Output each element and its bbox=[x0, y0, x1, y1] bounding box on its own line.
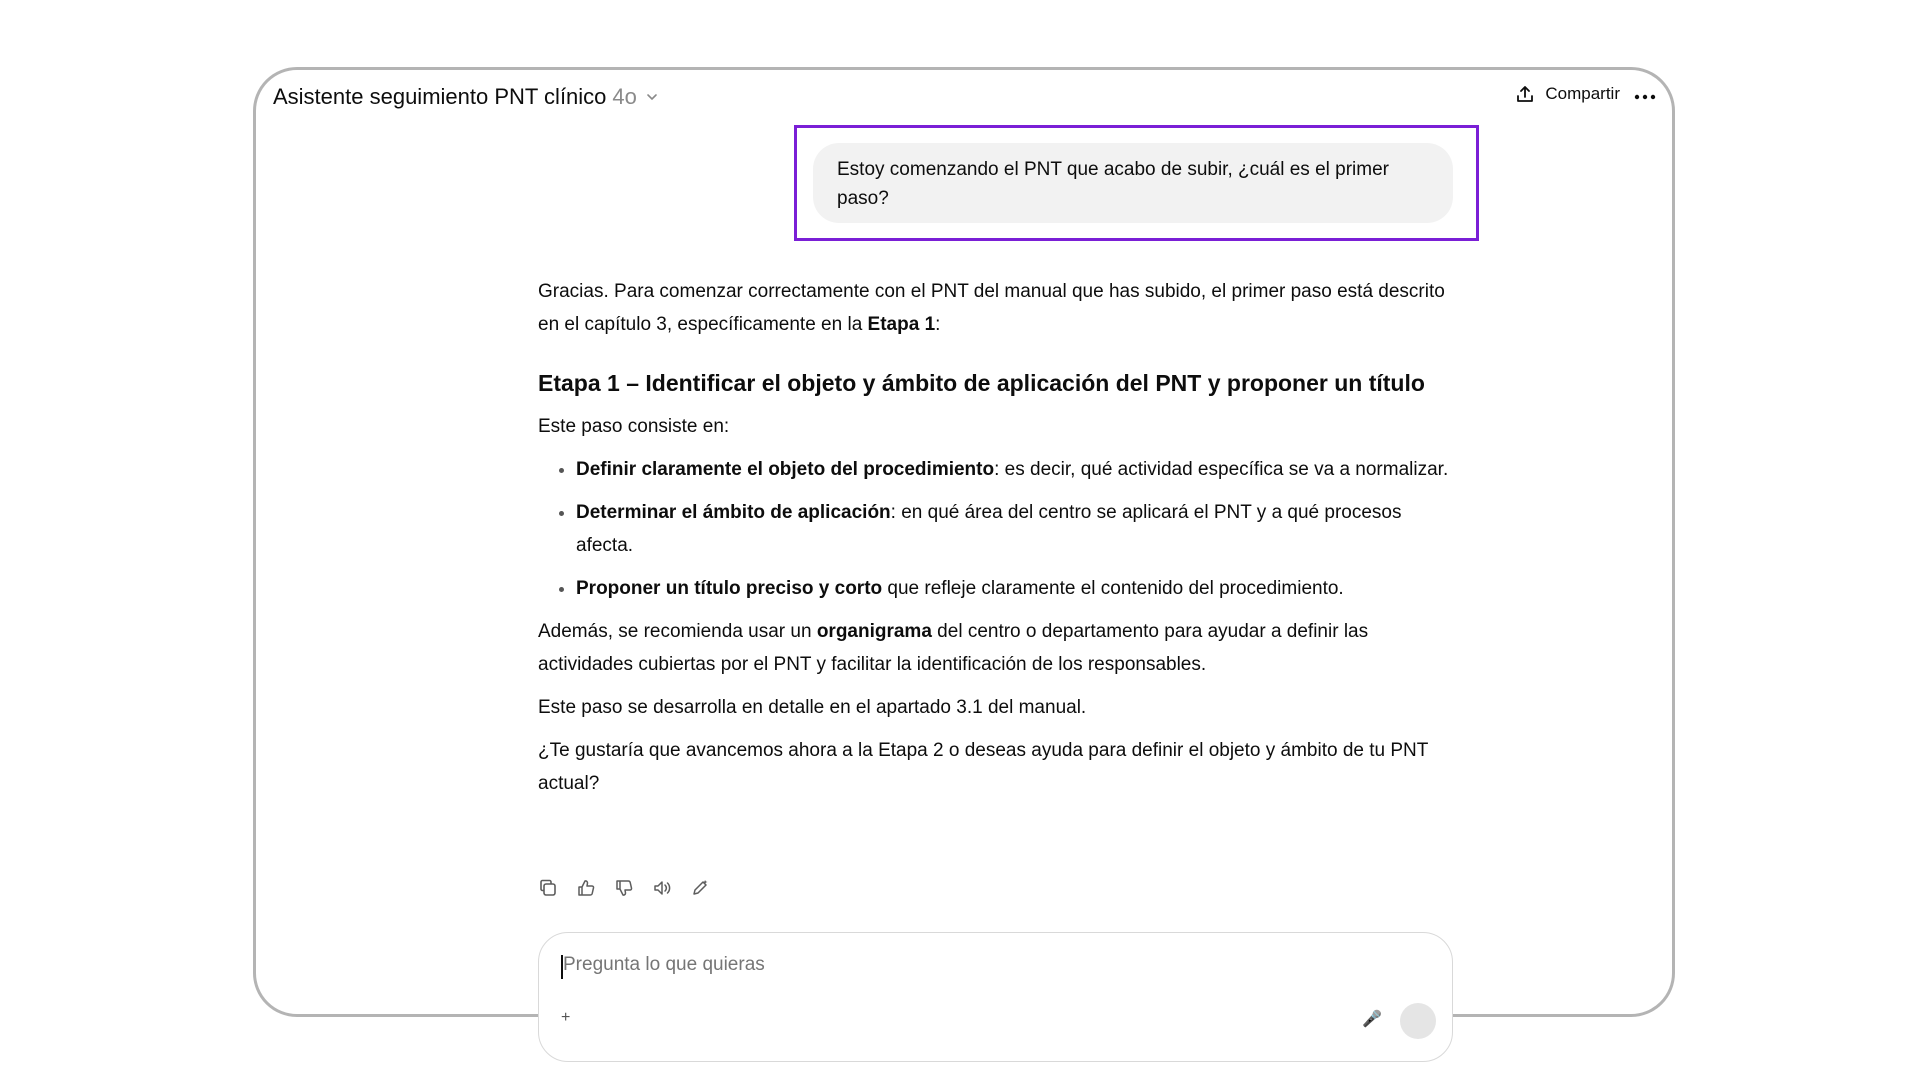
chat-title: Asistente seguimiento PNT clínico bbox=[273, 84, 607, 109]
answer-lead: Este paso consiste en: bbox=[538, 416, 730, 437]
intro-end: : bbox=[935, 314, 941, 335]
more-icon bbox=[1634, 94, 1656, 100]
para1-pre: Además, se recomienda usar un bbox=[538, 621, 817, 642]
chevron-down-icon bbox=[645, 90, 659, 104]
intro-bold: Etapa 1 bbox=[867, 314, 936, 335]
text-caret bbox=[561, 955, 563, 979]
answer-para-1 bbox=[538, 615, 1453, 681]
share-icon bbox=[1515, 84, 1535, 104]
header bbox=[256, 70, 1672, 130]
send-button[interactable] bbox=[1400, 1003, 1436, 1039]
list-item bbox=[576, 453, 1453, 486]
composer bbox=[538, 932, 1453, 1062]
plus-icon[interactable]: + bbox=[561, 1009, 571, 1026]
user-message: Estoy comenzando el PNT que acabo de subir, ¿cuál es el primer paso? bbox=[813, 143, 1453, 223]
app-window bbox=[253, 67, 1675, 1028]
list-item bbox=[576, 496, 1453, 562]
model-selector[interactable] bbox=[273, 84, 659, 110]
bullet-bold: Determinar el ámbito de aplicación bbox=[576, 502, 891, 523]
edit-icon[interactable] bbox=[690, 878, 710, 898]
intro-text: Gracias. Para comenzar correctamente con el PNT del manual que has subido, el primer paso está descrito en el capítulo 3, específicamente en la bbox=[538, 281, 1445, 335]
thumbs-down-icon[interactable] bbox=[614, 878, 634, 898]
share-label: Compartir bbox=[1545, 84, 1620, 103]
bullet-text: que refleje claramente el contenido del procedimiento. bbox=[882, 578, 1344, 599]
para1-post: del centro o departamento para ayudar a definir las actividades cubiertas por el PNT y facilitar la identificación de los responsables. bbox=[538, 621, 1369, 675]
thumbs-up-icon[interactable] bbox=[576, 878, 596, 898]
more-options-button[interactable] bbox=[1632, 84, 1658, 110]
read-aloud-icon[interactable] bbox=[652, 878, 672, 898]
answer-para-2: Este paso se desarrolla en detalle en el apartado 3.1 del manual. bbox=[538, 697, 1087, 718]
bullet-text: : en qué área del centro se aplicará el PNT y a qué procesos afecta. bbox=[576, 502, 1402, 556]
para1-bold: organigrama bbox=[816, 621, 932, 642]
message-input[interactable] bbox=[561, 953, 1415, 977]
share-button[interactable] bbox=[1515, 84, 1620, 104]
assistant-message bbox=[538, 275, 1453, 810]
answer-intro bbox=[538, 275, 1453, 341]
bullet-bold: Definir claramente el objeto del procedimiento bbox=[576, 459, 995, 480]
copy-icon[interactable] bbox=[538, 878, 558, 898]
list-item bbox=[576, 572, 1453, 605]
bullet-text: : es decir, qué actividad específica se va a normalizar. bbox=[994, 459, 1449, 480]
answer-heading: Etapa 1 – Identificar el objeto y ámbito de aplicación del PNT y proponer un título bbox=[538, 370, 1425, 396]
message-actions bbox=[538, 878, 710, 898]
answer-para-3: ¿Te gustaría que avancemos ahora a la Etapa 2 o deseas ayuda para definir el objeto y ámbito de tu PNT actual? bbox=[538, 740, 1429, 794]
model-label: 4o bbox=[612, 84, 637, 109]
bullet-bold: Proponer un título preciso y corto bbox=[576, 578, 883, 599]
answer-bullets bbox=[538, 453, 1453, 605]
mic-icon[interactable]: 🎤 bbox=[1362, 1011, 1382, 1028]
